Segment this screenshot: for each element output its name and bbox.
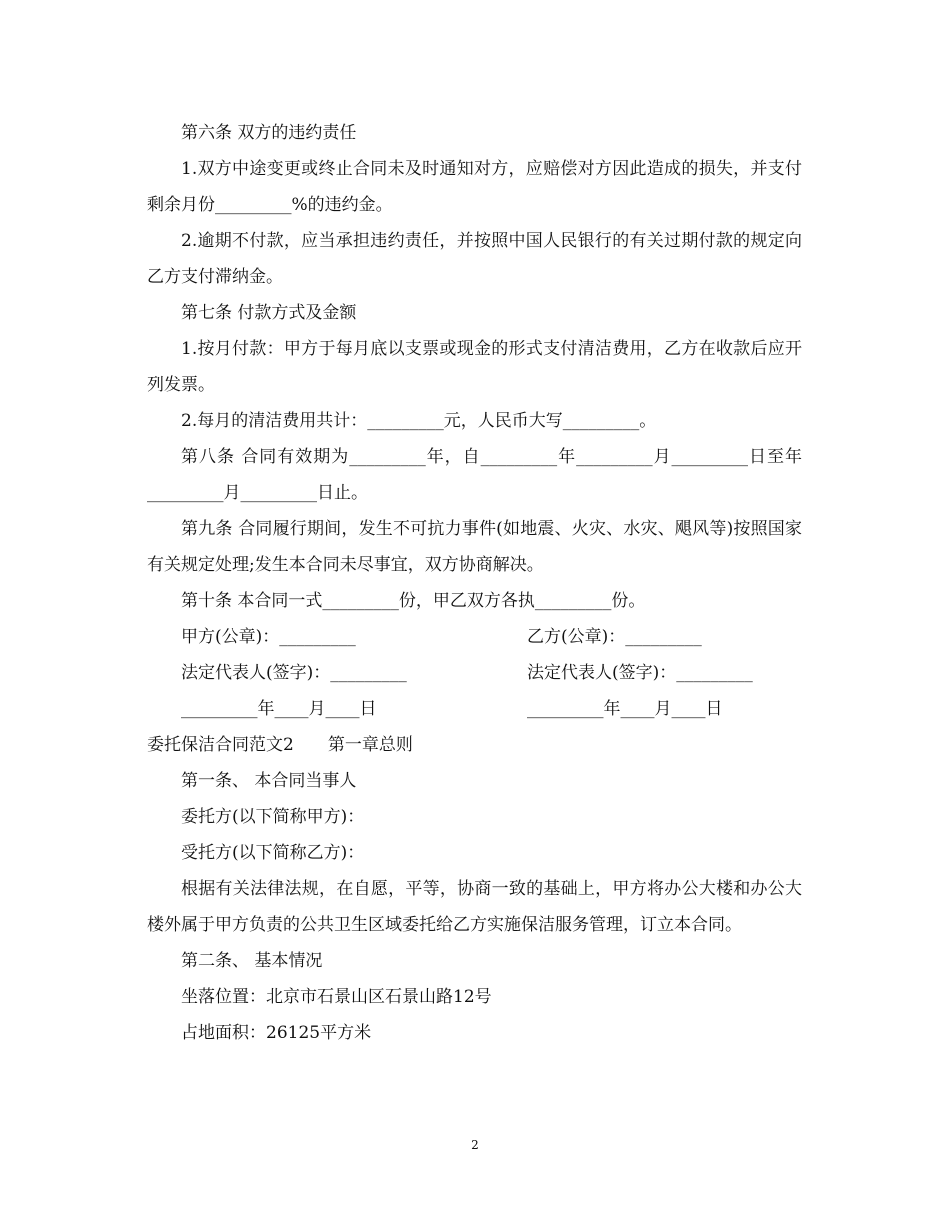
document-body: [147, 115, 802, 1051]
contractor-party-line: 受托方(以下简称乙方)：: [181, 843, 365, 863]
article-7-clause-2: 2.每月的清洁费用共计：_________元，人民币大写_________。: [181, 411, 657, 431]
client-party-line: 委托方(以下简称甲方)：: [181, 807, 365, 827]
chapter-1-article-2-title: 第二条、 基本情况: [181, 951, 323, 971]
article-9: 第九条 合同履行期间，发生不可抗力事件(如地震、火灾、水灾、飓风等)按照国家有关规定处理;发生本合同未尽事宜，双方协商解决。: [147, 519, 802, 575]
party-b-representative: 法定代表人(签字)：_________: [527, 663, 753, 683]
party-a-representative: 法定代表人(签字)：_________: [181, 663, 407, 683]
article-10: 第十条 本合同一式_________份，甲乙双方各执_________份。: [181, 591, 646, 611]
article-8: 第八条 合同有效期为_________年，自_________年_________月_________日至年_________月_________日止。: [147, 447, 802, 503]
article-6-clause-1: 1.双方中途变更或终止合同未及时通知对方，应赔偿对方因此造成的损失，并支付剩余月份_________%的违约金。: [147, 159, 802, 215]
article-6-title: 第六条 双方的违约责任: [181, 123, 357, 143]
area-line: 占地面积：26125平方米: [181, 1023, 372, 1043]
chapter-1-article-1-body: 根据有关法律法规，在自愿，平等，协商一致的基础上，甲方将办公大楼和办公大楼外属于甲方负责的公共卫生区域委托给乙方实施保洁服务管理，订立本合同。: [147, 879, 802, 935]
article-6-clause-2: 2.逾期不付款，应当承担违约责任，并按照中国人民银行的有关过期付款的规定向乙方支付滞纳金。: [147, 231, 802, 287]
party-a-seal: 甲方(公章)：_________: [181, 627, 356, 647]
party-b-date: _________年____月____日: [527, 699, 723, 719]
chapter-1-article-1-title: 第一条、 本合同当事人: [181, 771, 357, 791]
article-7-title: 第七条 付款方式及金额: [181, 303, 357, 323]
location-line: 坐落位置：北京市石景山区石景山路12号: [181, 987, 492, 1007]
article-7-clause-1: 1.按月付款：甲方于每月底以支票或现金的形式支付清洁费用，乙方在收款后应开列发票。: [147, 339, 802, 395]
signature-date-row: [147, 691, 802, 727]
party-b-seal: 乙方(公章)：_________: [527, 627, 702, 647]
page-number: 2: [471, 1138, 479, 1152]
section-2-heading: 委托保洁合同范文2 第一章总则: [147, 735, 413, 755]
signature-representative-row: [147, 655, 802, 691]
signature-seal-row: [147, 619, 802, 655]
party-a-date: _________年____月____日: [181, 699, 377, 719]
